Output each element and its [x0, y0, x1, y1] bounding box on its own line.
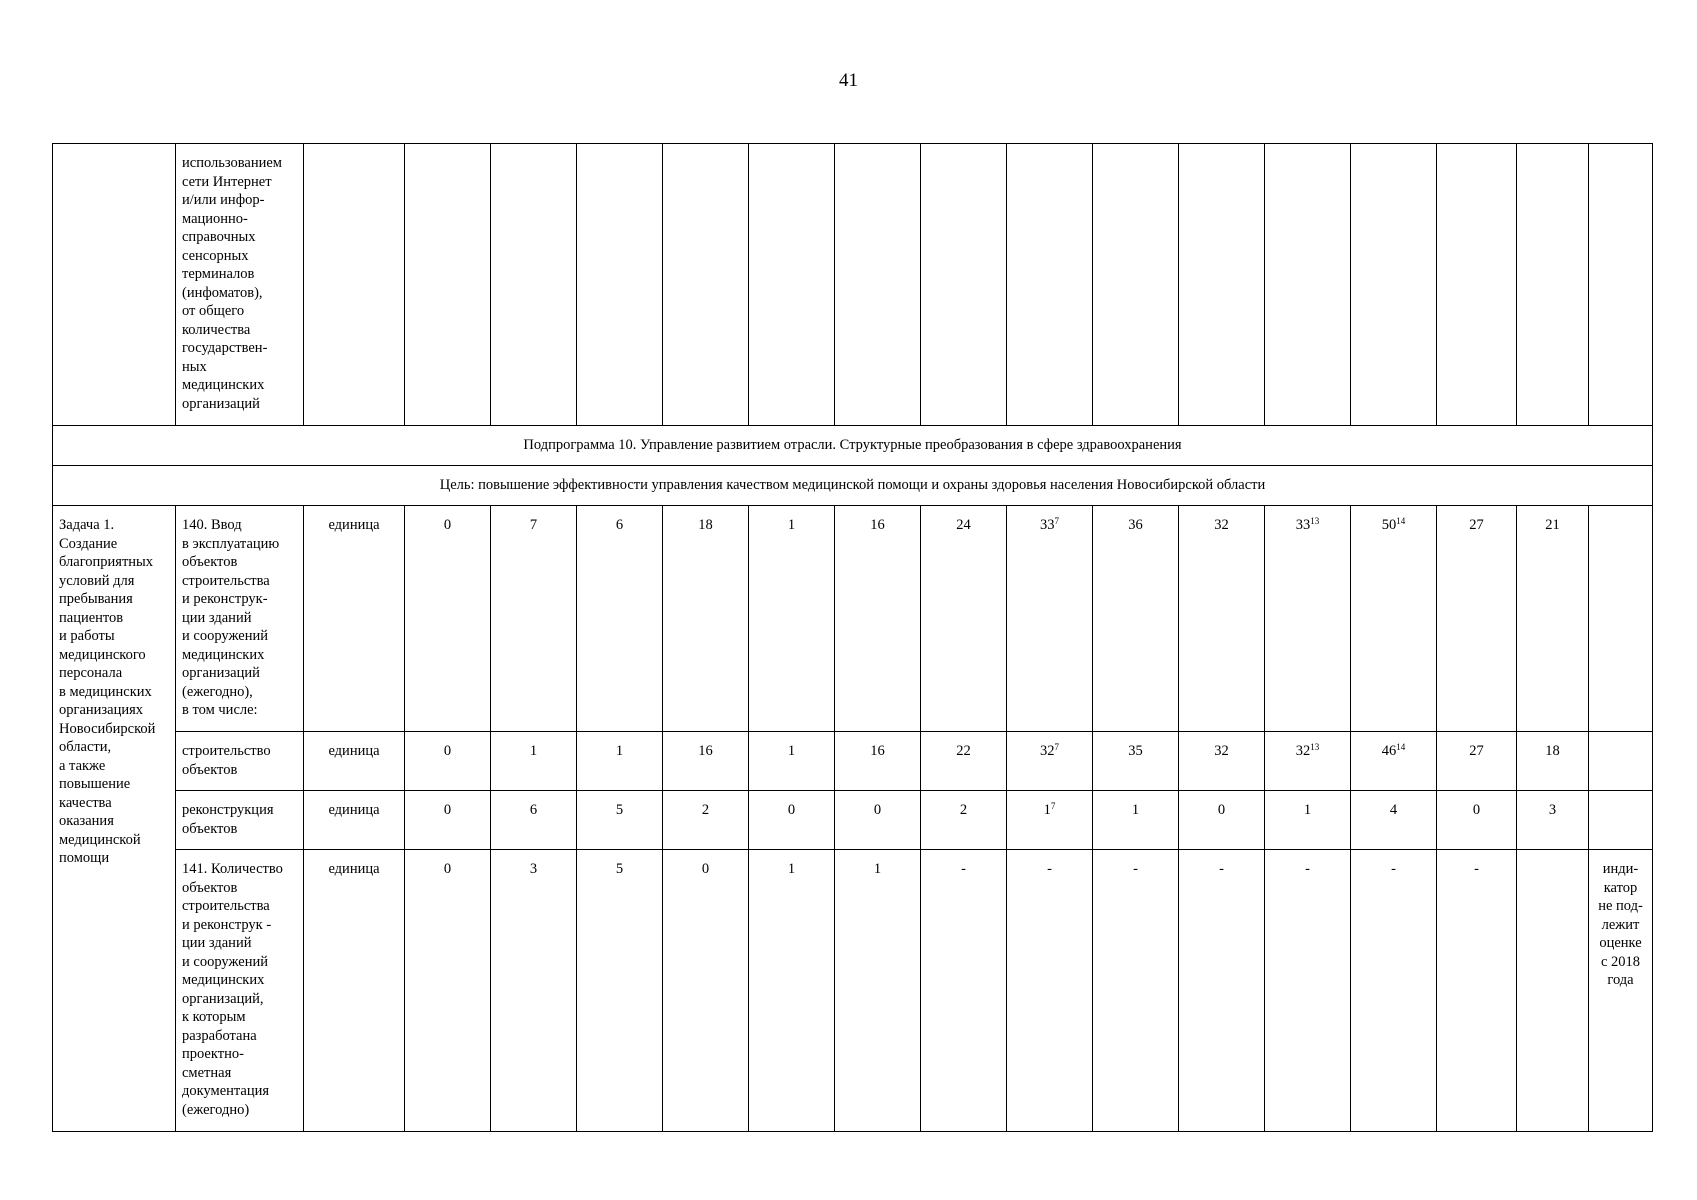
value-cell: [405, 506, 491, 732]
value-text: 1: [529, 743, 538, 759]
value-text: 50: [1381, 517, 1397, 533]
value-cell: [1093, 144, 1179, 426]
value-text: 0: [787, 802, 796, 818]
indicator-cell: использованием сети Интернет и/или инфор- мационно- справочных сенсорных терминалов (инфоматов), от общего количества государствен- ных медицинских организаций: [176, 144, 304, 426]
value-text: 5: [615, 861, 624, 877]
value-cell: [1007, 144, 1093, 426]
value-text: 7: [529, 517, 538, 533]
value-cell: [1093, 732, 1179, 791]
value-cell: [1351, 791, 1437, 850]
value-text: 2: [701, 802, 710, 818]
indicators-table: [52, 143, 1653, 1132]
value-text: 16: [870, 517, 885, 533]
value-text: 27: [1469, 517, 1484, 533]
value-cell: [835, 850, 921, 1132]
value-cell: [663, 506, 749, 732]
page-number: 41: [839, 70, 858, 91]
value-cell: [749, 791, 835, 850]
value-cell: [1007, 791, 1093, 850]
subprogram-row: [53, 426, 1653, 466]
footnote-mark: 7: [1054, 742, 1059, 752]
value-text: 0: [1217, 802, 1226, 818]
value-cell: [1179, 506, 1265, 732]
value-text: 1: [787, 861, 796, 877]
value-cell: [1351, 850, 1437, 1132]
value-text: 32: [1214, 517, 1229, 533]
value-cell: [1351, 732, 1437, 791]
value-cell: [835, 144, 921, 426]
footnote-mark: 7: [1054, 516, 1059, 526]
value-text: 16: [870, 743, 885, 759]
value-cell: [1007, 850, 1093, 1132]
value-cell: [1437, 850, 1517, 1132]
table-row: [53, 791, 1653, 850]
value-cell: [405, 850, 491, 1132]
value-cell: [491, 850, 577, 1132]
footnote-mark: 7: [1050, 801, 1056, 811]
unit-cell: единица: [304, 850, 405, 1132]
value-cell: [1265, 850, 1351, 1132]
value-cell: [1437, 791, 1517, 850]
value-text: 32: [1214, 743, 1229, 759]
value-cell: [1517, 144, 1589, 426]
value-text: 0: [443, 743, 452, 759]
value-text: -: [961, 861, 966, 877]
value-text: 1: [1303, 802, 1312, 818]
value-text: 1: [873, 861, 882, 877]
value-cell: [1093, 850, 1179, 1132]
value-cell: [491, 732, 577, 791]
value-text: 4: [1389, 802, 1398, 818]
unit-cell: единица: [304, 506, 405, 732]
value-text: 21: [1545, 517, 1560, 533]
value-text: 24: [956, 517, 971, 533]
indicator-cell: строительство объектов: [176, 732, 304, 791]
value-text: 1: [615, 743, 624, 759]
value-cell: [921, 850, 1007, 1132]
value-text: 0: [443, 517, 452, 533]
value-cell: [577, 506, 663, 732]
value-cell: [405, 791, 491, 850]
value-text: 6: [615, 517, 624, 533]
value-cell: [921, 506, 1007, 732]
value-cell: [1179, 144, 1265, 426]
note-cell: [1589, 144, 1653, 426]
value-cell: [577, 732, 663, 791]
value-cell: [405, 144, 491, 426]
value-text: -: [1219, 861, 1224, 877]
unit-cell: единица: [304, 791, 405, 850]
value-text: -: [1474, 861, 1479, 877]
value-cell: [835, 506, 921, 732]
indicator-cell: 140. Ввод в эксплуатацию объектов строительства и реконструк- ции зданий и сооружений медицинских организаций (ежегодно), в том числе:: [176, 506, 304, 732]
indicator-cell: реконструкция объектов: [176, 791, 304, 850]
value-cell: [663, 850, 749, 1132]
value-cell: [1351, 144, 1437, 426]
footnote-mark: 14: [1396, 742, 1406, 752]
value-text: 6: [529, 802, 538, 818]
value-text: 36: [1128, 517, 1143, 533]
value-cell: [749, 732, 835, 791]
value-cell: [1179, 850, 1265, 1132]
value-cell: [1179, 732, 1265, 791]
footnote-mark: 13: [1310, 516, 1320, 526]
value-cell: [1007, 732, 1093, 791]
value-cell: [1179, 791, 1265, 850]
value-text: 18: [698, 517, 713, 533]
value-cell: [1437, 732, 1517, 791]
table-row: [53, 850, 1653, 1132]
value-cell: [1517, 506, 1589, 732]
value-cell: [921, 791, 1007, 850]
value-cell: [749, 850, 835, 1132]
value-cell: [1517, 791, 1589, 850]
value-text: -: [1133, 861, 1138, 877]
note-cell: [1589, 506, 1653, 732]
value-text: 3: [1548, 802, 1557, 818]
value-text: 1: [787, 517, 796, 533]
indicator-cell: 141. Количество объектов строительства и реконструк - ции зданий и сооружений медицинских организаций, к которым разработана проектно- сметная документация (ежегодно): [176, 850, 304, 1132]
value-text: 1: [787, 743, 796, 759]
value-text: -: [1047, 861, 1052, 877]
value-cell: [663, 144, 749, 426]
footnote-mark: 13: [1310, 742, 1320, 752]
subprogram-title: Подпрограмма 10. Управление развитием отрасли. Структурные преобразования в сфере здравоохранения: [53, 426, 1653, 466]
value-text: 33: [1295, 517, 1311, 533]
value-cell: [1437, 144, 1517, 426]
value-text: 32: [1295, 743, 1311, 759]
value-text: 32: [1040, 743, 1055, 759]
value-text: 27: [1469, 743, 1484, 759]
goal-row: [53, 466, 1653, 506]
value-text: 2: [959, 802, 968, 818]
value-cell: [405, 732, 491, 791]
value-text: 16: [698, 743, 713, 759]
value-text: 18: [1545, 743, 1560, 759]
value-cell: [921, 144, 1007, 426]
note-cell: [1589, 732, 1653, 791]
value-text: 0: [1472, 802, 1481, 818]
value-cell: [1007, 506, 1093, 732]
value-cell: [1093, 506, 1179, 732]
continuation-row: [53, 144, 1653, 426]
value-cell: [1265, 791, 1351, 850]
unit-cell: [304, 144, 405, 426]
task-cell-empty: [53, 144, 176, 426]
value-cell: [1265, 144, 1351, 426]
value-text: 33: [1040, 517, 1055, 533]
unit-cell: единица: [304, 732, 405, 791]
value-text: -: [1305, 861, 1310, 877]
value-cell: [835, 732, 921, 791]
value-text: 0: [701, 861, 710, 877]
value-text: 0: [443, 861, 452, 877]
footnote-mark: 14: [1396, 516, 1406, 526]
value-text: 46: [1381, 743, 1397, 759]
value-text: -: [1391, 861, 1396, 877]
value-text: 35: [1128, 743, 1143, 759]
table-row: [53, 732, 1653, 791]
value-cell: [921, 732, 1007, 791]
value-cell: [577, 791, 663, 850]
value-cell: [491, 144, 577, 426]
value-text: 0: [873, 802, 882, 818]
value-cell: [663, 732, 749, 791]
data-rows: [53, 506, 1653, 1132]
value-cell: [835, 791, 921, 850]
table-row: [53, 506, 1653, 732]
note-cell: инди- катор не под- лежит оценке с 2018 года: [1589, 850, 1653, 1132]
value-cell: [1437, 506, 1517, 732]
value-text: 3: [529, 861, 538, 877]
value-text: 0: [443, 802, 452, 818]
note-cell: [1589, 791, 1653, 850]
value-cell: [491, 506, 577, 732]
value-text: 1: [1043, 802, 1051, 818]
value-cell: [1517, 732, 1589, 791]
value-cell: [663, 791, 749, 850]
value-cell: [577, 144, 663, 426]
value-cell: [1351, 506, 1437, 732]
task-cell: Задача 1. Создание благоприятных условий для пребывания пациентов и работы медицинского персонала в медицинских организациях Новосибирской области, а также повышение качества оказания медицинской помощи: [53, 506, 176, 1132]
value-text: 5: [615, 802, 624, 818]
value-cell: [1517, 850, 1589, 1132]
value-cell: [1265, 732, 1351, 791]
value-cell: [1093, 791, 1179, 850]
value-text: 1: [1131, 802, 1140, 818]
value-cell: [1265, 506, 1351, 732]
value-cell: [491, 791, 577, 850]
value-cell: [749, 506, 835, 732]
value-cell: [577, 850, 663, 1132]
goal-title: Цель: повышение эффективности управления качеством медицинской помощи и охраны здоровья населения Новосибирской области: [53, 466, 1653, 506]
value-cell: [749, 144, 835, 426]
value-text: 22: [956, 743, 971, 759]
